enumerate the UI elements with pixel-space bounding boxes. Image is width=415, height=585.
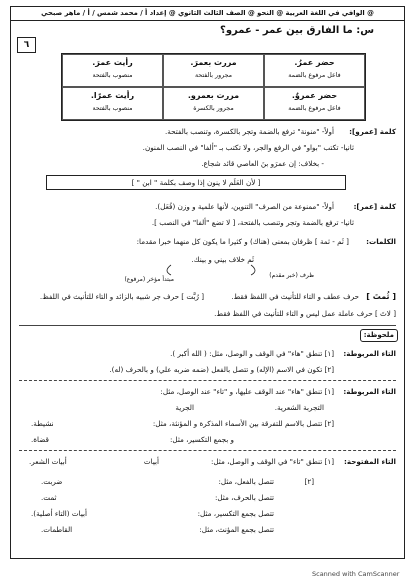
table-cell: رأيت عمرًا. منصوب بالفتحة: [62, 87, 163, 120]
words-line-1: [ ثَم - ثمة ] ظرفان بمعنى (هناك) و كثيرا ما يكون كل منهما خبرا مقدما:: [136, 237, 349, 246]
table-cell: حضر عمرُ. فاعل مرفوع بالضمة: [264, 54, 365, 87]
amr-line-3: - بخلاف: إن عمرَو بنَ العاصي قائد شجاع.: [201, 159, 324, 168]
thumma-word: [ ثُمتَ ]: [366, 292, 396, 301]
maftuha-line-1-example-2: أبيات الشعر.: [29, 457, 67, 466]
table-cell: رأيت عمرَ. منصوب بالفتحة: [62, 54, 163, 87]
maftuha-line-2b: تتصل بالحرف، مثل:: [214, 493, 274, 502]
marbuta-line-4-example: نشيطة.: [31, 419, 54, 428]
marbuta-line-5-example: قضاة.: [31, 435, 49, 444]
maftuha-line-2c: تتصل بجمع التكسير، مثل:: [197, 509, 274, 518]
amr-rule-box: [ لأن العَلَم لا ينون إذا وصف بكلمة " ابن " ]: [46, 175, 346, 190]
maftuha-line-2c-example: أبيات (التاء أصلية).: [31, 509, 88, 518]
maftuha-line-2b-example: ثمت.: [41, 493, 57, 502]
umar-label: كلمة [عمر]:: [353, 202, 396, 211]
divider: [19, 450, 396, 451]
divider: [19, 325, 396, 326]
umar-line-2: ثانيا- ترفع بالضمة وتجر وتنصب بالفتحة، [ لا تضع "ألفا" في النصب ].: [151, 218, 354, 227]
note-label: ملحوظة:: [360, 329, 398, 342]
amr-label: كلمة [عمرو]:: [349, 127, 396, 136]
marbuta-line-2: [٢] تكون في الاسم (الإله) و تتصل بالفعل (ضمه ضربه علي) و بالحرف (له).: [109, 365, 334, 374]
amr-line-1: أولاً- "منونة" ترفع بالضمة وتجر بالكسرة، وتنصب بالفتحة.: [165, 127, 334, 136]
maftuha-line-2a-example: ضربت.: [41, 477, 63, 486]
maftuha-label: التاء المفتوحة:: [344, 457, 396, 466]
lata-text: [ لاتَ ] حرف عاملة عمل ليس و التاء للتأنيث في اللفظ فقط.: [214, 309, 396, 318]
marbuta-line-3: [١] تنطق "هاء" عند الوقف عليها، و "تاء" عند الوصل، مثل:: [160, 387, 334, 396]
divider: [19, 380, 396, 381]
umar-line-1: أولاً- "ممنوعة من الصرف" التنوين، لأنها علمية و وزن (فُعَل).: [155, 202, 334, 211]
words-label: الكلمات:: [366, 237, 396, 246]
marbuta-example-1: الجرية: [175, 403, 194, 412]
rubba-text: [ رُبَّت ] حرف جر شبيه بالزائد و التاء للتأنيث في اللفظ.: [39, 292, 204, 301]
annotation-adverb: ظرف (خبر مقدم): [269, 272, 314, 279]
words-example: ثَم خلاف بيني و بينك.: [191, 255, 254, 264]
maftuha-line-2d-example: القاطمات.: [41, 525, 73, 534]
maftuha-line-1-example: أبيات: [143, 457, 159, 466]
table-cell: مررت بعمرو. مجرور بالكسرة: [163, 87, 264, 120]
comparison-table: [61, 53, 366, 121]
scanner-watermark: Scanned with CamScanner: [312, 570, 400, 578]
document-page: [10, 6, 405, 559]
amr-line-2: ثانيا- تكتب "بواو" في الرفع والجر، ولا تكتب بـ "ألفا" في النصب المنون.: [142, 143, 354, 152]
table-cell: مررت بعمرَ. مجرور بالفتحة: [163, 54, 264, 87]
maftuha-line-1: [١] تنطق "تاء" في الوقف و الوصل، مثل:: [210, 457, 334, 466]
maftuha-line-2d: تتصل بجمع المؤنث، مثل:: [199, 525, 274, 534]
marbuta-line-4: [٢] تتصل بالاسم للتفرقة بين الأسماء المذكرة و المؤنثة، مثل:: [152, 419, 334, 428]
marbuta-line-1: [١] تنطق "هاء" في الوقف و الوصل، مثل: ( الله أكبر ).: [170, 349, 334, 358]
section-question: س: ما الفارق بين عمر - عمرو؟: [220, 25, 374, 36]
thumma-text: حرف عطف و التاء للتأنيث في اللفظ فقط.: [231, 292, 359, 301]
annotation-subject: مبتدأ مؤخر (مرفوع): [124, 276, 174, 283]
page-number: ٦: [17, 37, 36, 53]
marbuta-example-2: التجربة الشعرية.: [274, 403, 324, 412]
marbuta-title: التاء المربوطة:: [343, 387, 396, 396]
marbuta-label: التاء المربوطة:: [343, 349, 396, 358]
marbuta-line-5: و بجمع التكسير، مثل:: [169, 435, 234, 444]
maftuha-line-2-num: [٢]: [304, 477, 314, 486]
page-header: @ الوافي في اللغة العربية @ النحو @ الصف الثالث الثانوي @ إعداد أ / محمد شمس / أ / ماهر صبحي: [11, 7, 404, 21]
table-cell: حضر عمروٌ. فاعل مرفوع بالضمة: [264, 87, 365, 120]
maftuha-line-2a: تتصل بالفعل، مثل:: [218, 477, 274, 486]
